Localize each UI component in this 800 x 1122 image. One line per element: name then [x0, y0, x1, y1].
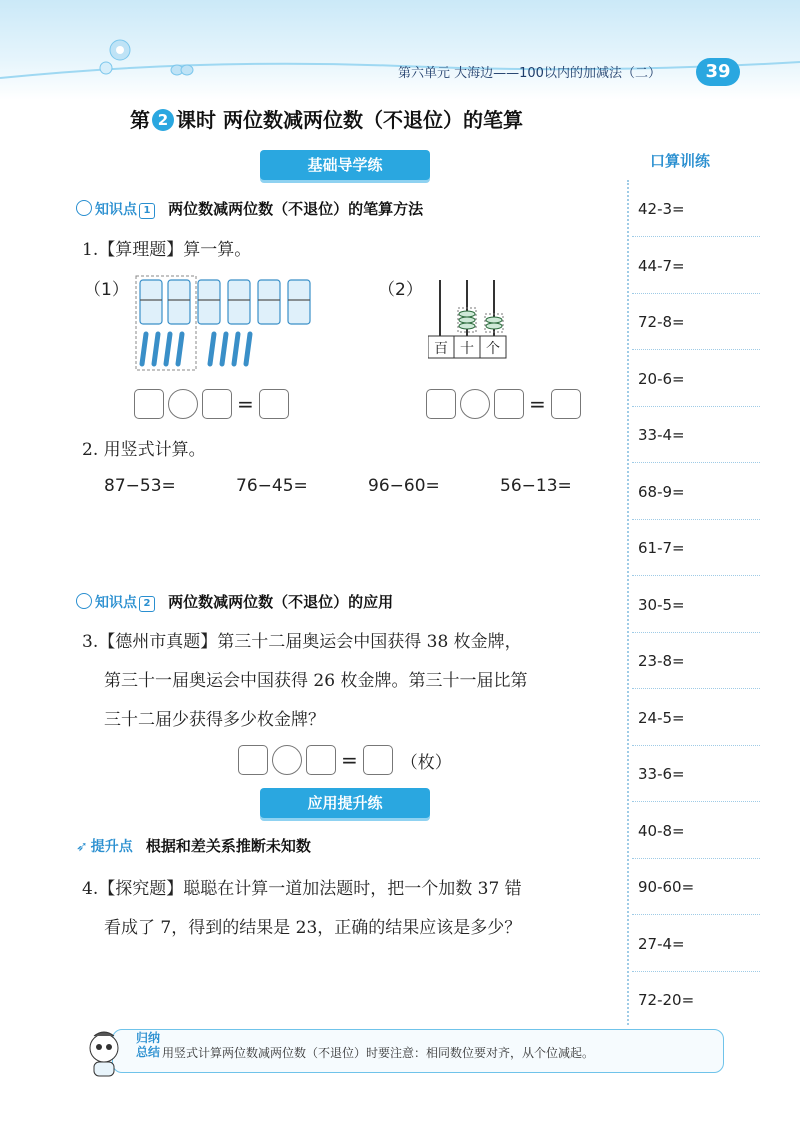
oral-calc-item: 30-5=: [638, 595, 685, 614]
kp1-tag-text: 知识点: [95, 202, 137, 218]
banner-applied-practice: 应用提升练: [260, 788, 430, 818]
answer-box[interactable]: [363, 745, 393, 775]
butterfly-icon: [171, 65, 193, 75]
stick-bundle-icon: [228, 280, 250, 324]
column-divider: [627, 180, 629, 1025]
unit-title: 第六单元 大海边——100以内的加减法（二）: [398, 66, 661, 81]
oral-calc-separator: [632, 858, 760, 859]
kp1-title: 两位数减两位数（不退位）的笔算方法: [168, 200, 424, 218]
oral-calc-separator: [632, 688, 760, 689]
oral-calc-item: 68-9=: [638, 482, 685, 501]
oral-calc-item: 23-8=: [638, 652, 685, 670]
oral-calc-separator: [632, 406, 760, 407]
question-3-line-2: 第三十一届奥运会中国获得 26 枚金牌。第三十一届比第: [104, 671, 528, 691]
kp3-title: 根据和差关系推断未知数: [145, 837, 311, 855]
answer-box[interactable]: [494, 389, 524, 419]
oral-calc-separator: [632, 349, 760, 350]
question-2-text: 2. 用竖式计算。: [82, 440, 206, 460]
equals-sign: =: [341, 748, 358, 772]
answer-box[interactable]: [426, 389, 456, 419]
question-4-line-1: 4.【探究题】聪聪在计算一道加法题时，把一个加数 37 错: [82, 879, 522, 899]
vertical-calc-problem: 76−45=: [236, 476, 308, 496]
q1-part1-label: （1）: [84, 280, 129, 300]
check-icon: [76, 593, 92, 609]
kp2-tag-text: 知识点: [95, 595, 137, 611]
page-number: 39: [696, 58, 740, 86]
kp1-badge: 1: [139, 203, 155, 219]
abacus-label-ones: 个: [486, 341, 500, 357]
lesson-title: [130, 104, 523, 133]
q3-unit: （枚）: [400, 752, 452, 773]
question-4-line-2: 看成了 7，得到的结果是 23，正确的结果应该是多少？: [104, 918, 522, 938]
q1-part1-answer-row: [134, 389, 289, 419]
stick-bundle-icon: [258, 280, 280, 324]
advanced-point: [76, 835, 311, 856]
oral-calc-separator: [632, 293, 760, 294]
oral-calc-separator: [632, 462, 760, 463]
lesson-number: 2: [152, 109, 174, 131]
answer-box[interactable]: [202, 389, 232, 419]
answer-box[interactable]: [306, 745, 336, 775]
oral-calc-item: 42-3=: [638, 200, 685, 218]
oral-calc-item: 72-8=: [638, 313, 685, 331]
kp1-tag: [76, 202, 155, 218]
mascot-icon: [84, 1030, 124, 1078]
stick-bundle-icon: [288, 280, 310, 324]
kp2-title: 两位数减两位数（不退位）的应用: [168, 593, 394, 611]
oral-calc-separator: [632, 914, 760, 915]
banner-basic-practice: 基础导学练: [260, 150, 430, 180]
oral-calc-item: 24-5=: [638, 708, 685, 727]
oral-calc-separator: [632, 745, 760, 746]
question-3-line-1: 3.【德州市真题】第三十二届奥运会中国获得 38 枚金牌，: [82, 632, 522, 652]
operator-circle[interactable]: [460, 389, 490, 419]
oral-review-label: 口算训练: [650, 152, 711, 170]
oral-calc-item: 40-8=: [638, 821, 685, 840]
oral-calc-item: 44-7=: [638, 256, 685, 275]
oral-calc-separator: [632, 801, 760, 802]
q1-part2-answer-row: [426, 389, 581, 419]
oral-calc-separator: [632, 632, 760, 633]
oral-calc-separator: [632, 575, 760, 576]
lesson-prefix: 第: [130, 108, 150, 132]
summary-label: 归纳总结: [136, 1031, 161, 1059]
question-1-text: 1.【算理题】算一算。: [82, 240, 252, 260]
check-icon: [76, 200, 92, 216]
answer-box[interactable]: [238, 745, 268, 775]
oral-calc-separator: [632, 519, 760, 520]
oral-calc-item: 61-7=: [638, 539, 685, 557]
knowledge-point-1: [76, 198, 423, 219]
kp3-tag-text: 提升点: [90, 839, 133, 855]
oral-calc-item: 27-4=: [638, 934, 685, 953]
q3-answer-row: [238, 745, 452, 775]
answer-box[interactable]: [259, 389, 289, 419]
vertical-calc-problem: 56−13=: [500, 476, 572, 496]
q1-part2-label: （2）: [378, 280, 423, 300]
operator-circle[interactable]: [168, 389, 198, 419]
stick-bundle-icon: [198, 280, 220, 324]
lesson-subtitle: 课时 两位数减两位数（不退位）的笔算: [176, 108, 523, 132]
stick-bundle-icon: [140, 280, 162, 324]
abacus-label-hundreds: 百: [434, 341, 448, 357]
kp3-tag: [76, 839, 133, 855]
stick-bundle-icon: [168, 280, 190, 324]
oral-calc-item: 33-6=: [638, 765, 685, 783]
oral-calc-item: 33-4=: [638, 426, 685, 444]
operator-circle[interactable]: [272, 745, 302, 775]
question-3-line-3: 三十二届少获得多少枚金牌？: [104, 710, 325, 730]
abacus-beads: [459, 311, 502, 329]
oral-calc-separator: [632, 236, 760, 237]
oral-calc-item: 72-20=: [638, 991, 695, 1009]
rocket-icon: ➶: [76, 839, 88, 855]
oral-calc-item: 90-60=: [638, 878, 695, 896]
vertical-calc-problem: 87−53=: [104, 476, 176, 496]
answer-box[interactable]: [134, 389, 164, 419]
equals-sign: =: [529, 392, 546, 416]
header-wave: [0, 0, 800, 100]
abacus-label-tens: 十: [460, 341, 474, 357]
vertical-calc-problem: 96−60=: [368, 476, 440, 496]
oral-calc-item: 20-6=: [638, 369, 685, 388]
stick-bundles-illustration: [134, 272, 334, 372]
equals-sign: =: [237, 392, 254, 416]
knowledge-point-2: [76, 591, 393, 612]
summary-text: 用竖式计算两位数减两位数（不退位）时要注意：相同数位要对齐，从个位减起。: [162, 1046, 595, 1060]
kp2-tag: [76, 595, 155, 611]
abacus-place-labels: [428, 338, 506, 358]
kp2-badge: 2: [139, 596, 155, 612]
answer-box[interactable]: [551, 389, 581, 419]
oral-calc-separator: [632, 971, 760, 972]
